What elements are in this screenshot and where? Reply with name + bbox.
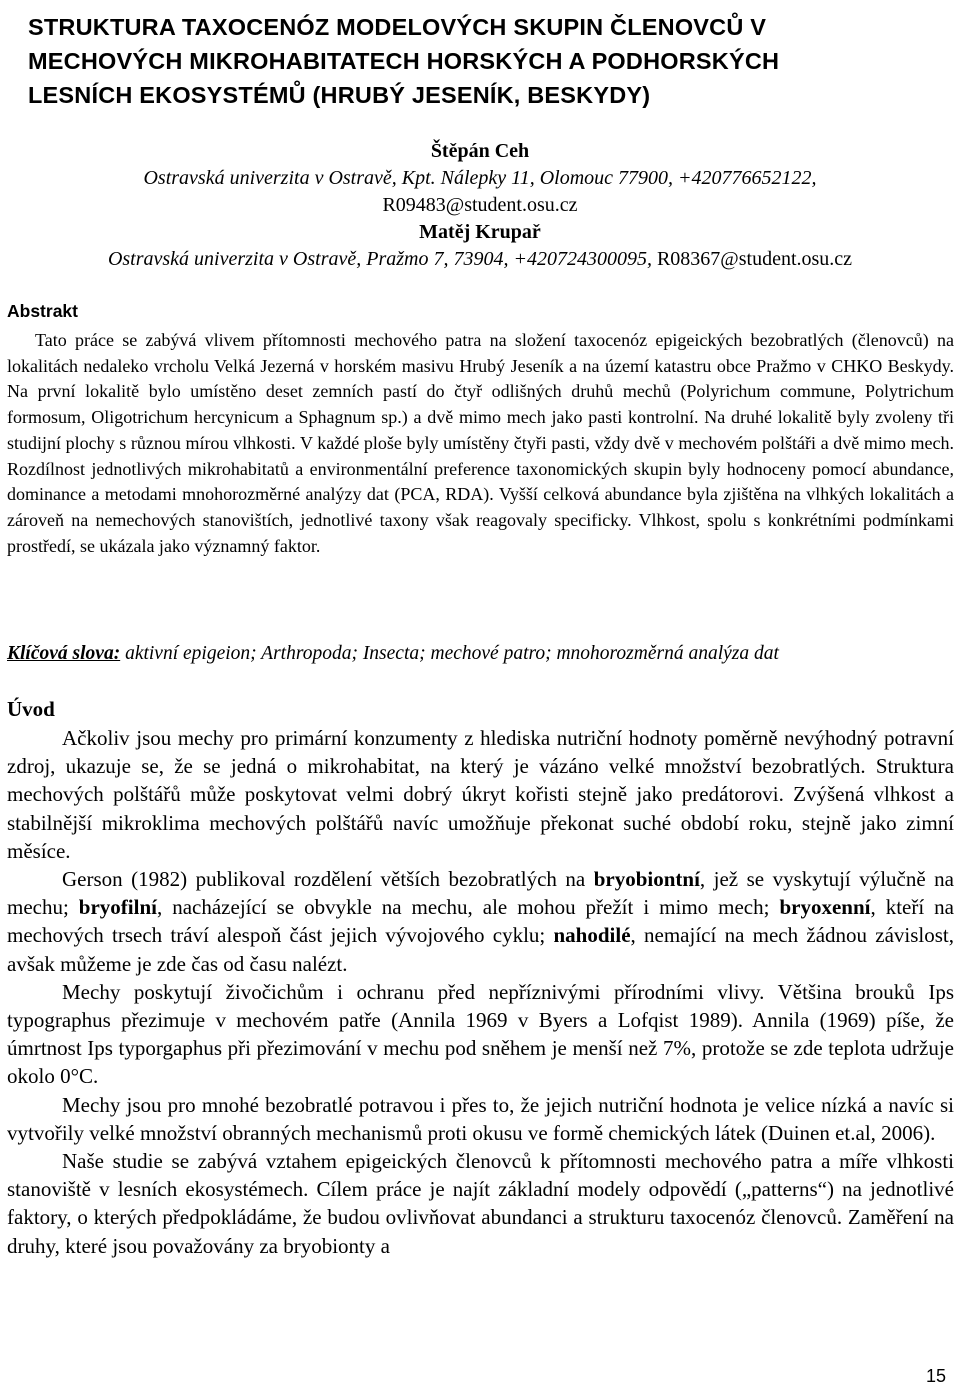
p2-text-3: , nacházející se obvykle na mechu, ale mohou přežít i mimo mech; xyxy=(156,895,780,920)
intro-body xyxy=(7,724,954,1260)
abstract-text: Tato práce se zabývá vlivem přítomnosti mechového patra na složení taxocenóz epigeických bezobratlých (členovců) na lokalitách nedaleko vrcholu Velká Jezerná v horském masivu Hrubý Jeseník a na území katastru obce Pražmo v CHKO Beskydy. Na první lokalitě bylo umístěno deset zemních pastí do čtyř odlišných druhů mechů (Polyrichum commune, Polytrichum formosum, Oligotrichum hercynicum a Sphagnum sp.) a dvě mimo mech jako pasti kontrolní. Na druhé lokalitě byly zvoleny tři studijní plochy s různou mírou vlhkosti. V každé ploše byly umístěny čtyři pasti, vždy dvě v mechovém polštáři a dvě mimo mech. Rozdílnost jednotlivých mikrohabitatů a environmentální preference taxonomických skupin byly hodnoceny pomocí abundance, dominance a metodami mnohorozměrné analýzy dat (PCA, RDA). Vyšší celková abundance byla zjištěna na vlhkých lokalitách a zároveň na nemechových stanovištích, jednotlivé taxony však reagovaly specificky. Vlhkost, spolu s konkrétními podmínkami prostředí, se ukázala jako významný faktor. xyxy=(7,330,954,556)
author-2-email: R08367@student.osu.cz xyxy=(656,248,853,270)
author-1-email: R09483@student.osu.cz xyxy=(382,194,578,216)
author-2-name: Matěj Krupař xyxy=(419,221,541,243)
keywords xyxy=(7,640,954,668)
term-nahodile: nahodilé xyxy=(553,923,631,948)
p2-text-1: Gerson (1982) publikoval rozdělení větších bezobratlých na xyxy=(62,867,594,892)
keywords-text: aktivní epigeion; Arthropoda; Insecta; mechové patro; mnohorozměrná analýza dat xyxy=(125,643,779,664)
author-block xyxy=(0,138,960,273)
title-line-2: MECHOVÝCH MIKROHABITATECH HORSKÝCH A PODHORSKÝCH xyxy=(28,48,780,74)
term-bryoxenni: bryoxenní xyxy=(779,895,871,920)
paper-title xyxy=(28,10,928,112)
author-1-name: Štěpán Ceh xyxy=(430,140,530,162)
intro-paragraph-5: Naše studie se zabývá vztahem epigeických členovců k přítomnosti mechového patra a míře vlhkosti stanoviště v lesních ekosystémech. Cílem práce je najít základní modely odpovědí („patterns“) na jednotlivé faktory, o kterých předpokládáme, že budou ovlivňovat abundanci a strukturu taxocenóz členovců. Zaměření na druhy, které jsou považovány za bryobionty a xyxy=(7,1149,954,1258)
intro-paragraph-1: Ačkoliv jsou mechy pro primární konzumenty z hlediska nutriční hodnoty poměrně nevýhodný potravní zdroj, ukazuje se, že se jedná o mikrohabitat, na který je vázáno velké množství bezobratlých. Struktura mechových polštářů může poskytovat velmi dobrý úkryt kořisti stejně jako predátorovi. Zvýšená vlhkost a stabilnější mikroklima mechových polštářů navíc umožňuje překonat suché období roku, stejně jako zimní měsíce. xyxy=(7,726,954,863)
author-2-affiliation-line xyxy=(0,246,960,273)
intro-paragraph-3: Mechy poskytují živočichům i ochranu před nepříznivými přírodními vlivy. Většina brouků Ips typographus přezimuje v mechovém patře (Annila 1969 v Byers a Lofqist 1989). Annila (1969) píše, že úmrtnost Ips typorgaphus při přezimování v mechu pod sněhem je menší než 7%, protože se zde teplota udržuje okolo 0°C. xyxy=(7,979,954,1089)
page-number: 15 xyxy=(925,1366,946,1386)
term-bryobiontni: bryobiontní xyxy=(593,867,700,892)
term-bryofilni: bryofilní xyxy=(78,895,157,920)
p2-text-5: , nemající na mech žádnou závislost, avšak můžeme je zde čas od času nalézt. xyxy=(7,923,954,976)
author-1-affiliation: Ostravská univerzita v Ostravě, Kpt. Nálepky 11, Olomouc 77900, +420776652122, xyxy=(143,167,817,189)
title-line-3: LESNÍCH EKOSYSTÉMŮ (HRUBÝ JESENÍK, BESKYDY) xyxy=(28,82,651,108)
p2-text-2: , jež se vyskytují výlučně na mechu; xyxy=(7,867,954,920)
intro-paragraph-2 xyxy=(7,865,954,978)
p2-text-4: , kteří na mechových trsech tráví alespoň část jejich vývojového cyklu; xyxy=(7,895,954,948)
title-line-1: STRUKTURA TAXOCENÓZ MODELOVÝCH SKUPIN ČLENOVCŮ V xyxy=(28,14,767,40)
abstract-body xyxy=(7,328,954,559)
keywords-label: Klíčová slova: xyxy=(7,643,121,664)
author-2-affiliation: Ostravská univerzita v Ostravě, Pražmo 7, 73904, +420724300095, xyxy=(107,248,652,270)
intro-heading: Úvod xyxy=(7,697,55,721)
intro-paragraph-4: Mechy jsou pro mnohé bezobratlé potravou i přes to, že jejich nutriční hodnota je velice nízká a navíc si vytvořily velké množství obranných mechanismů proti okusu ve formě chemických látek (Duinen et.al, 2006). xyxy=(7,1092,954,1145)
abstract-heading: Abstrakt xyxy=(7,301,78,321)
